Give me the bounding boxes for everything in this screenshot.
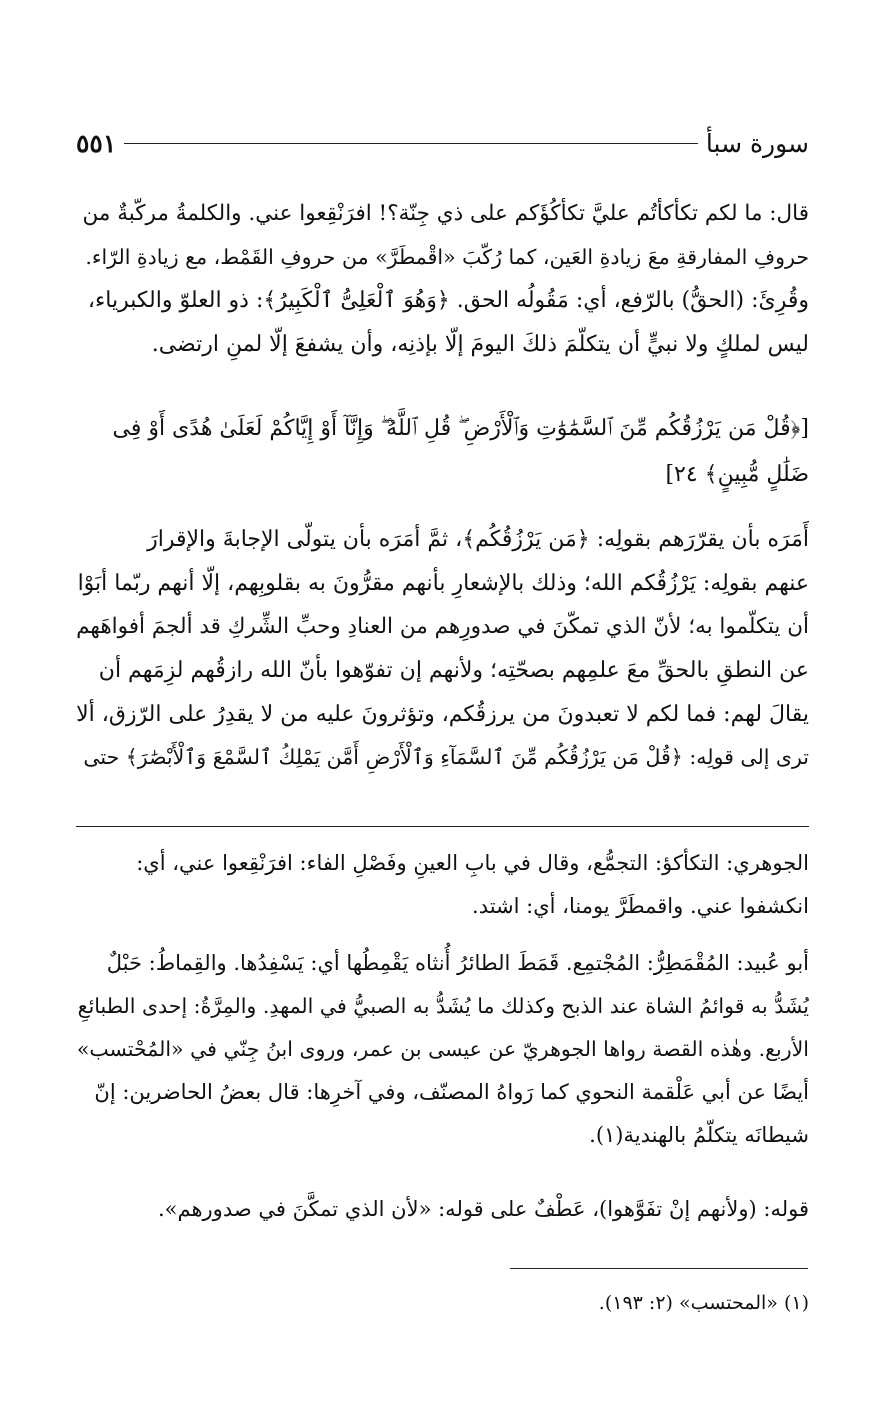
text-line: أن يتكلّموا به؛ لأنّ الذي تمكّنَ في صدورِهم من العنادِ وحبِّ الشِّركِ قد ألجمَ أفواهَهم: [76, 614, 809, 640]
commentary-top: [76, 192, 809, 367]
gloss-line: أبو عُبيد: المُقْمَطِرُّ: المُجْتمِع. قَمَطَ الطائرُ أُنثاه يَقْمِطُها أي: يَسْفِدُها. والقِماطُ: حَبْلٌ: [106, 951, 809, 975]
gloss-line: الجوهري: التكأكؤ: التجمُّع، وقال في بابِ العينِ وفَصْلِ الفاء: افرَنْقِعوا عني، أي:: [136, 851, 809, 875]
text-line: يقالَ لهم: فما لكم لا تعبدونَ من يرزقُكم، وتؤثرونَ عليه من لا يقدِرُ على الرّزق، ألا: [76, 701, 809, 727]
text-line: أَمَرَه بأن يقرّرَهم بقولِه: ﴿مَن يَرْزُقُكُم﴾، ثمَّ أمَرَه بأن يتولّى الإجابةَ والإقرارَ: [147, 527, 809, 552]
surah-title: سورة سبأ: [705, 128, 809, 158]
verse-line: ضَلَٰلٍ مُّبِينٍ﴾ ٢٤]: [665, 462, 809, 487]
gloss-line: يُشَدُّ به قوائمُ الشاة عند الذبح وكذلك ما يُشَدُّ به الصبيُّ في المهدِ. والمِرَّةُ: إحدى الطبائعِ: [77, 994, 809, 1018]
footnote-separator: [510, 1268, 808, 1269]
gloss-line: أيضًا عن أبي عَلْقمة النحوي كما رَواهُ المصنّف، وفي آخرِها: قال بعضُ الحاضرين: إنّ: [94, 1080, 809, 1104]
gloss-jawhari: [76, 842, 809, 928]
commentary-main: [76, 518, 809, 780]
gloss-line: الأربع. وهٰذه القصة رواها الجوهريّ عن عيسى بن عمر، وروى ابنُ جِنّي في «المُحْتسب»: [76, 1037, 809, 1061]
text-line: ليس لملكٍ ولا نبيٍّ أن يتكلّمَ ذلكَ اليومَ إلّا بإذنِه، وأن يشفعَ إلّا لمنِ ارتضى.: [151, 332, 809, 358]
running-header: [76, 118, 809, 168]
gloss-line: شيطانَه يتكلّمُ بالهندية(١).: [589, 1123, 809, 1147]
footnote-line: (١) «المحتسب» (٢: ١٩٣).: [598, 1292, 809, 1314]
gloss-qawluh: [76, 1188, 809, 1231]
gloss-line: انكشفوا عني. واقمطَرَّ يومنا، أي: اشتد.: [472, 894, 809, 918]
text-line: وقُرِئَ: (الحقُّ) بالرّفع، أي: مَقُولُه الحق. ﴿وَهُوَ ٱلْعَلِىُّ ٱلْكَبِيرُ﴾: ذو العلوّ والكبرياء،: [87, 288, 809, 314]
text-line: ترى إلى قولِه: ﴿قُلْ مَن يَرْزُقُكُم مِّنَ ٱلسَّمَآءِ وَٱلْأَرْضِ أَمَّن يَمْلِكُ ٱلسَّمْعَ وَٱلْأَبْصَٰرَ﴾ حتى: [83, 745, 809, 770]
page-number: ٥٥١: [76, 128, 117, 158]
text-line: حروفِ المفارقةِ معَ زيادةِ العَين، كما رُكّبَ «اقْمطَرَّ» من حروفِ القَمْط، مع زيادةِ الرّاء.: [85, 244, 809, 269]
gloss-abu-ubayd: [76, 942, 809, 1157]
header-rule: [124, 143, 698, 144]
gloss-separator: [76, 826, 809, 827]
footnote: [76, 1288, 809, 1318]
text-line: عن النطقِ بالحقِّ معَ علمِهم بصحّتِه؛ ولأنهم إن تفوّهوا بأنّ الله رازقُهم لزِمَهم أن: [98, 658, 809, 684]
quran-verse: [76, 406, 809, 498]
gloss-line: قوله: (ولأنهم إنْ تفَوَّهوا)، عَطْفٌ على قوله: «لأن الذي تمكَّنَ في صدورهم».: [157, 1197, 809, 1221]
text-line: قال: ما لكم تكأكأتُم عليَّ تكأكُؤَكم على ذي جِنّة؟! افرَنْقِعوا عني. والكلمةُ مركّبةٌ من: [82, 201, 809, 226]
text-line: عنهم بقولِه: يَرْزُقُكم الله؛ وذلك بالإشعارِ بأنهم مقرُّونَ به بقلوبِهم، إلّا أنهم ربّما أبَوْا: [77, 570, 809, 596]
verse-line: [﴿قُلْ مَن يَرْزُقُكُم مِّنَ ٱلسَّمَٰوَٰتِ وَٱلْأَرْضِ ۖ قُلِ ٱللَّهُ ۖ وَإِنَّآ أَوْ إِيَّاكُمْ لَعَلَىٰ هُدًى أَوْ فِى: [112, 416, 809, 441]
